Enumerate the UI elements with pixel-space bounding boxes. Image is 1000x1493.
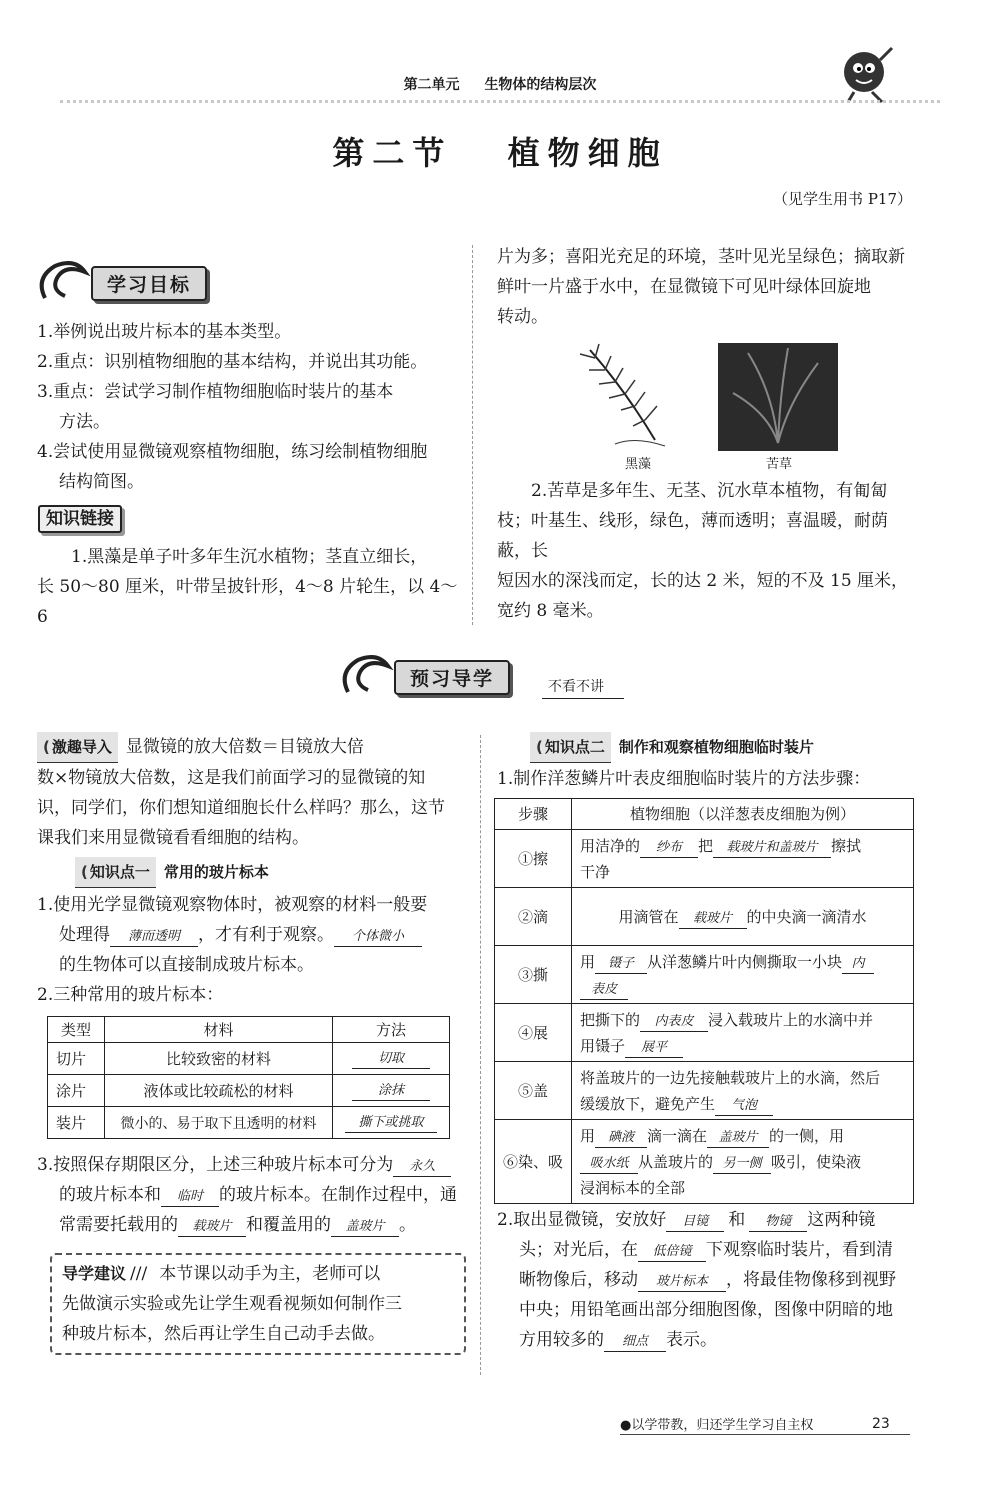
text-fragment: 用滴管在 (618, 907, 679, 926)
answer-blank: 盖玻片 (331, 1218, 399, 1237)
text-fragment: 从盖玻片的 (638, 1152, 714, 1171)
answer-blank: 吸水纸 (580, 1155, 638, 1174)
table-header: 步骤 (495, 799, 572, 830)
text-fragment: 从洋葱鳞片叶内侧撕取一小块 (647, 952, 843, 971)
preview-banner (338, 652, 628, 696)
text-fragment: 表示。 (666, 1330, 717, 1350)
kp2-tag: ( 知识点二 (530, 732, 611, 763)
table-row (495, 1120, 914, 1204)
answer-blank: 表皮 (580, 981, 628, 1000)
intro-line: 显微镜的放大倍数＝目镜放大倍 (125, 737, 364, 757)
text-line: 转动。 (497, 307, 548, 327)
table-cell (572, 1120, 914, 1204)
text-fragment: 的中央滴一滴清水 (746, 907, 867, 926)
table-cell: 微小的、易于取下且透明的材料 (105, 1107, 333, 1139)
swirl-icon (35, 258, 95, 302)
unit-title: 生物体的结构层次 (484, 77, 597, 93)
text-fragment: 本节课以动手为主，老师可以 (159, 1264, 381, 1284)
answer-blank: 目镜 (666, 1213, 724, 1232)
text-fragment: 和覆盖用的 (246, 1215, 331, 1235)
text-fragment: 用 (580, 952, 596, 971)
text-line (62, 1259, 454, 1289)
answer-blank: 盖玻片 (707, 1129, 769, 1148)
table-cell (572, 830, 914, 888)
table-header: 方法 (333, 1017, 450, 1043)
text-fragment: 3.按照保存期限区分，上述三种玻片标本可分为 (37, 1155, 394, 1175)
answer-blank: 镊子 (595, 955, 647, 974)
table-cell (572, 888, 914, 946)
step-cell: ④展 (495, 1004, 572, 1062)
goals-banner-label: 学习目标 (91, 266, 207, 301)
answer-blank: 细点 (604, 1333, 666, 1352)
goals-list (37, 317, 467, 497)
text-fragment: 下观察临时装片，看到清 (706, 1240, 893, 1260)
knowledge-link-p1 (37, 542, 467, 632)
answer-blank: 临时 (161, 1188, 219, 1207)
answer-blank: 气泡 (715, 1097, 773, 1116)
text-line (37, 1210, 467, 1240)
text-fragment: 浸入载玻片上的水滴中并 (708, 1010, 874, 1029)
table-row (48, 1043, 450, 1075)
text-line: 的生物体可以直接制成玻片标本。 (59, 955, 314, 975)
goal-item: 1.举例说出玻片标本的基本类型。 (37, 322, 292, 342)
text-line (497, 1205, 927, 1235)
answer-blank: 切取 (352, 1050, 430, 1069)
text-line (37, 1180, 467, 1210)
text-fragment: 干净 (580, 862, 611, 881)
intro-tag: ( 激趣导入 (37, 732, 118, 763)
table-header-row (495, 799, 914, 830)
kp2-heading (530, 732, 814, 763)
table-header: 类型 (48, 1017, 105, 1043)
slide-types-table (47, 1016, 450, 1139)
table-cell (333, 1075, 450, 1107)
swirl-icon (338, 652, 398, 696)
knowledge-link-p2 (497, 476, 917, 626)
column-divider (480, 735, 481, 1375)
text-line (37, 732, 467, 763)
text-line (497, 1265, 927, 1295)
kp1-q3 (37, 1150, 467, 1240)
text-line: 鲜叶一片盛于水中，在显微镜下可见叶绿体回旋地 (497, 277, 871, 297)
table-row (495, 830, 914, 888)
kp2-q1: 1.制作洋葱鳞片叶表皮细胞临时装片的方法步骤： (497, 769, 871, 789)
answer-blank: 展平 (625, 1039, 683, 1058)
text-fragment: 处理得 (59, 925, 110, 945)
text-line: 1.使用光学显微镜观察物体时，被观察的材料一般要 (37, 895, 428, 915)
text-fragment: 的玻片标本。在制作过程中，通 (219, 1185, 457, 1205)
table-cell: 液体或比较疏松的材料 (105, 1075, 333, 1107)
text-line: 2.苦草是多年生、无茎、沉水草本植物，有匍匐 (531, 481, 888, 501)
text-fragment: 吸引，使染液 (771, 1152, 862, 1171)
page-title (0, 128, 1000, 174)
table-cell (333, 1043, 450, 1075)
table-row (495, 888, 914, 946)
answer-blank: 纱布 (640, 839, 698, 858)
text-line: 短因水的深浅而定，长的达 2 米，短的不及 15 厘米， (497, 571, 909, 591)
text-fragment: 滴一滴在 (647, 1126, 708, 1145)
table-cell: 涂片 (48, 1075, 105, 1107)
text-line: 宽约 8 毫米。 (497, 601, 604, 621)
eelgrass-image (718, 343, 838, 451)
goal-item: 方法。 (59, 412, 110, 432)
header-divider (60, 100, 940, 103)
answer-blank: 碘液 (595, 1129, 647, 1148)
caption-hydrilla: 黑藻 (625, 457, 652, 472)
text-line: 枝；叶基生、线形，绿色，薄而透明；喜温暖，耐荫蔽，长 (497, 511, 888, 561)
kp2-title: 制作和观察植物细胞临时装片 (618, 738, 814, 756)
text-fragment: 的一侧，用 (769, 1126, 845, 1145)
kp2-q2 (497, 1205, 927, 1355)
table-row (48, 1107, 450, 1139)
step-cell: ①擦 (495, 830, 572, 888)
text-fragment: 2.取出显微镜，安放好 (497, 1210, 667, 1230)
table-row (495, 1004, 914, 1062)
text-fragment: 把撕下的 (580, 1010, 641, 1029)
text-line: 长 50～80 厘米，叶带呈披针形，4～8 片轮生，以 4～6 (37, 577, 458, 627)
answer-blank: 薄而透明 (110, 928, 198, 947)
text-fragment: 头；对光后，在 (519, 1240, 638, 1260)
answer-blank: 内表皮 (640, 1013, 708, 1032)
goal-item: 2.重点：识别植物细胞的基本结构，并说出其功能。 (37, 352, 428, 372)
text-fragment: 用 (580, 1126, 596, 1145)
text-line: 种玻片标本，然后再让学生自己动手去做。 (62, 1324, 385, 1344)
text-line: 数×物镜放大倍数，这是我们前面学习的显微镜的知 (37, 768, 426, 788)
text-fragment: ，才有利于观察。 (198, 925, 334, 945)
table-row (495, 946, 914, 1004)
text-fragment: 擦拭 (831, 836, 862, 855)
preview-subtitle: 不看不讲 (542, 676, 624, 699)
column-divider (472, 245, 473, 625)
unit-label: 第二单元 (403, 77, 460, 93)
text-line (37, 1150, 467, 1180)
knowledge-link-right (497, 242, 917, 332)
step-cell: ⑤盖 (495, 1062, 572, 1120)
text-line: 中央；用铅笔画出部分细胞图像，图像中阴暗的地 (519, 1300, 893, 1320)
table-cell: 切片 (48, 1043, 105, 1075)
section-number: 第二节 (332, 134, 453, 172)
eelgrass-photo (718, 343, 838, 451)
goal-item: 结构简图。 (59, 472, 144, 492)
caption-eelgrass: 苦草 (766, 457, 793, 472)
text-fragment: 把 (698, 836, 714, 855)
suggestion-label: 导学建议 (62, 1264, 127, 1283)
text-fragment: 将盖玻片的一边先接触载玻片上的水滴，然后 (580, 1068, 881, 1087)
text-line: 1.黑藻是单子叶多年生沉水植物；茎直立细长， (71, 547, 428, 567)
footer-motto: ●以学带教，归还学生学习自主权 (620, 1418, 814, 1433)
kp1-title: 常用的玻片标本 (163, 863, 269, 881)
table-header: 材料 (105, 1017, 333, 1043)
table-header: 植物细胞（以洋葱表皮细胞为例） (572, 799, 914, 830)
text-line (497, 1325, 927, 1355)
table-row (495, 1062, 914, 1120)
text-line (37, 920, 467, 950)
slash-icon: /// (130, 1264, 148, 1284)
answer-blank: 另一侧 (713, 1155, 771, 1174)
kp1-tag: ( 知识点一 (75, 857, 156, 888)
kp1-q1 (37, 890, 467, 1010)
table-cell: 比较致密的材料 (105, 1043, 333, 1075)
reference-note: （见学生用书 P17） (773, 190, 912, 208)
kp1-heading (75, 857, 269, 888)
answer-blank: 物镜 (749, 1213, 807, 1232)
table-cell (572, 946, 914, 1004)
answer-blank: 玻片标本 (638, 1273, 726, 1292)
text-fragment: 和 (728, 1210, 746, 1230)
text-fragment: 这两种镜 (807, 1210, 876, 1230)
steps-table (494, 798, 914, 1204)
table-cell: 装片 (48, 1107, 105, 1139)
hydrilla-image (575, 340, 685, 452)
goal-item: 4.尝试使用显微镜观察植物细胞，练习绘制植物细胞 (37, 442, 428, 462)
table-cell (572, 1062, 914, 1120)
answer-blank: 载玻片和盖玻片 (713, 839, 831, 858)
page-number: 23 (872, 1416, 890, 1432)
text-fragment: 缓缓放下，避免产生 (580, 1094, 716, 1113)
text-fragment: 常需要托载用的 (59, 1215, 178, 1235)
text-line: 先做演示实验或先让学生观看视频如何制作三 (62, 1294, 402, 1314)
text-line: 片为多；喜阳光充足的环境，茎叶见光呈绿色；摘取新 (497, 247, 905, 267)
answer-blank: 个体微小 (334, 928, 422, 947)
answer-blank: 内 (842, 955, 874, 974)
preview-banner-label: 预习导学 (394, 660, 510, 695)
table-cell (572, 1004, 914, 1062)
step-cell: ⑥染、吸 (495, 1120, 572, 1204)
goal-item: 3.重点：尝试学习制作植物细胞临时装片的基本 (37, 382, 394, 402)
text-fragment: 方用较多的 (519, 1330, 604, 1350)
teaching-suggestion-box (50, 1253, 466, 1355)
text-line: 识，同学们，你们想知道细胞长什么样吗？那么，这节 (37, 798, 445, 818)
text-fragment: 用镊子 (580, 1036, 626, 1055)
answer-blank: 低倍镜 (638, 1243, 706, 1262)
answer-blank: 涂抹 (352, 1082, 430, 1101)
section-name: 植物细胞 (507, 134, 668, 172)
running-header (0, 74, 1000, 94)
text-fragment: 。 (399, 1215, 416, 1235)
step-cell: ③撕 (495, 946, 572, 1004)
answer-blank: 载玻片 (679, 910, 747, 929)
text-fragment: ，将最佳物像移到视野 (726, 1270, 896, 1290)
table-row (48, 1075, 450, 1107)
table-cell (333, 1107, 450, 1139)
intro-paragraph (37, 732, 467, 853)
answer-blank: 撕下或挑取 (345, 1114, 437, 1133)
footer-divider (620, 1434, 910, 1435)
text-line (497, 1235, 927, 1265)
answer-blank: 永久 (393, 1158, 451, 1177)
text-fragment: 用洁净的 (580, 836, 641, 855)
text-line: 2.三种常用的玻片标本： (37, 985, 224, 1005)
step-cell: ②滴 (495, 888, 572, 946)
text-fragment: 晰物像后，移动 (519, 1270, 638, 1290)
table-header-row (48, 1017, 450, 1043)
text-fragment: 浸润标本的全部 (580, 1178, 686, 1197)
goals-banner (35, 258, 275, 302)
text-line: 课我们来用显微镜看看细胞的结构。 (37, 828, 309, 848)
text-fragment: 的玻片标本和 (59, 1185, 161, 1205)
knowledge-link-label: 知识链接 (38, 505, 122, 533)
answer-blank: 载玻片 (178, 1218, 246, 1237)
